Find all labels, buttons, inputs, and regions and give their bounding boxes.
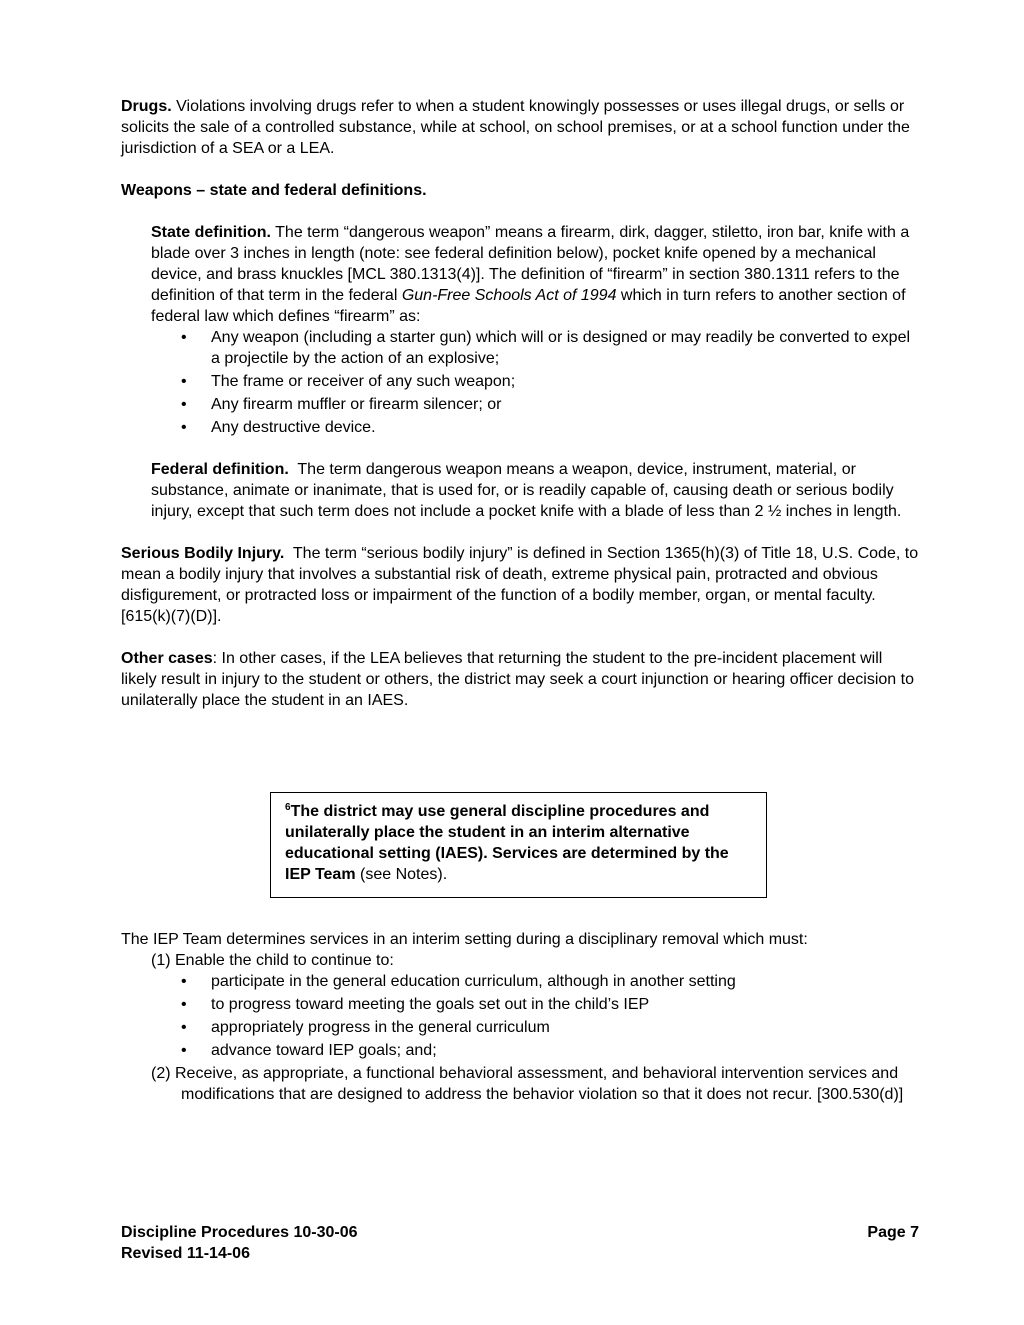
services-intro: The IEP Team determines services in an interim setting during a disciplinary removal which must: <box>121 931 808 948</box>
list-item: • appropriately progress in the general curriculum <box>181 1017 921 1038</box>
services-section <box>121 929 921 1105</box>
list-item: • Any weapon (including a starter gun) which will or is designed or may readily be converted to expel a projectile by the action of an explosive; <box>181 327 921 369</box>
injury-heading: Serious Bodily Injury. <box>121 545 285 562</box>
list-item: • advance toward IEP goals; and; <box>181 1040 921 1061</box>
services-item-1: (1) Enable the child to continue to: <box>151 952 394 969</box>
footnote-marker: 6 <box>285 802 291 813</box>
drugs-text: Violations involving drugs refer to when a student knowingly possesses or uses illegal drugs, or sells or solicits the sale of a controlled substance, while at school, on school premises, or at a school function under the jurisdiction of a SEA or a LEA. <box>121 98 910 157</box>
injury-paragraph <box>121 543 921 627</box>
weapons-heading: Weapons – state and federal definitions. <box>121 182 427 199</box>
federal-definition-paragraph <box>151 459 921 522</box>
drugs-paragraph <box>121 96 921 159</box>
page-footer <box>121 1222 919 1264</box>
list-item: • Any destructive device. <box>181 417 921 438</box>
act-title: Gun-Free Schools Act of 1994 <box>401 287 617 304</box>
services-item-2: (2) Receive, as appropriate, a functional behavioral assessment, and behavioral intervention services and modifications that are designed to address the behavior violation so that it does not recur. [300.530(d)] <box>151 1065 904 1103</box>
list-item: • The frame or receiver of any such weapon; <box>181 371 921 392</box>
services-list <box>181 971 921 1061</box>
federal-definition-text: The term dangerous weapon means a weapon, device, instrument, material, or substance, animate or inanimate, that is used for, or is readily capable of, causing death or serious bodily injury, except that such term does not include a pocket knife with a blade of less than 2 ½ inches in length. <box>151 461 902 520</box>
state-definition-paragraph <box>151 222 921 327</box>
list-item: • participate in the general education curriculum, although in another setting <box>181 971 921 992</box>
drugs-heading: Drugs. <box>121 98 172 115</box>
federal-definition-heading: Federal definition. <box>151 461 289 478</box>
state-definition-text-after: which in turn refers to another section of federal law which defines “firearm” as: <box>151 287 906 325</box>
footer-title: Discipline Procedures 10-30-06 <box>121 1224 358 1241</box>
callout-note-text: (see Notes). <box>355 866 448 883</box>
state-definition-text: The term “dangerous weapon” means a firearm, dirk, dagger, stiletto, iron bar, knife with a blade over 3 inches in length (note: see federal definition below), pocket knife opened by a mechanical device, and brass knuckles [MCL 380.1313(4)]. The definition of “firearm” in section 380.1311 refers to the definition of that term in the federal <box>151 224 910 304</box>
list-item: • Any firearm muffler or firearm silencer; or <box>181 394 921 415</box>
callout-box <box>270 792 767 898</box>
state-definition-heading: State definition. <box>151 224 271 241</box>
document-body <box>121 96 921 711</box>
other-cases-paragraph <box>121 648 921 711</box>
list-item: • to progress toward meeting the goals set out in the child’s IEP <box>181 994 921 1015</box>
firearm-definition-list <box>181 327 921 438</box>
other-cases-heading: Other cases <box>121 650 213 667</box>
other-cases-text: : In other cases, if the LEA believes that returning the student to the pre-incident placement will likely result in injury to the student or others, the district may seek a court injunction or hearing officer decision to unilaterally place the student in an IAES. <box>121 650 914 709</box>
footer-revised: Revised 11-14-06 <box>121 1245 250 1262</box>
page-number: Page 7 <box>867 1224 919 1241</box>
injury-text: The term “serious bodily injury” is defined in Section 1365(h)(3) of Title 18, U.S. Code, to mean a bodily injury that involves a substantial risk of death, extreme physical pain, protracted and obvious disfigurement, or protracted loss or impairment of the function of a bodily member, organ, or mental faculty. [615(k)(7)(D)]. <box>121 545 919 625</box>
callout-bold-text: The district may use general discipline procedures and unilaterally place the student in an interim alternative educational setting (IAES). Services are determined by the IEP Team <box>285 803 729 883</box>
